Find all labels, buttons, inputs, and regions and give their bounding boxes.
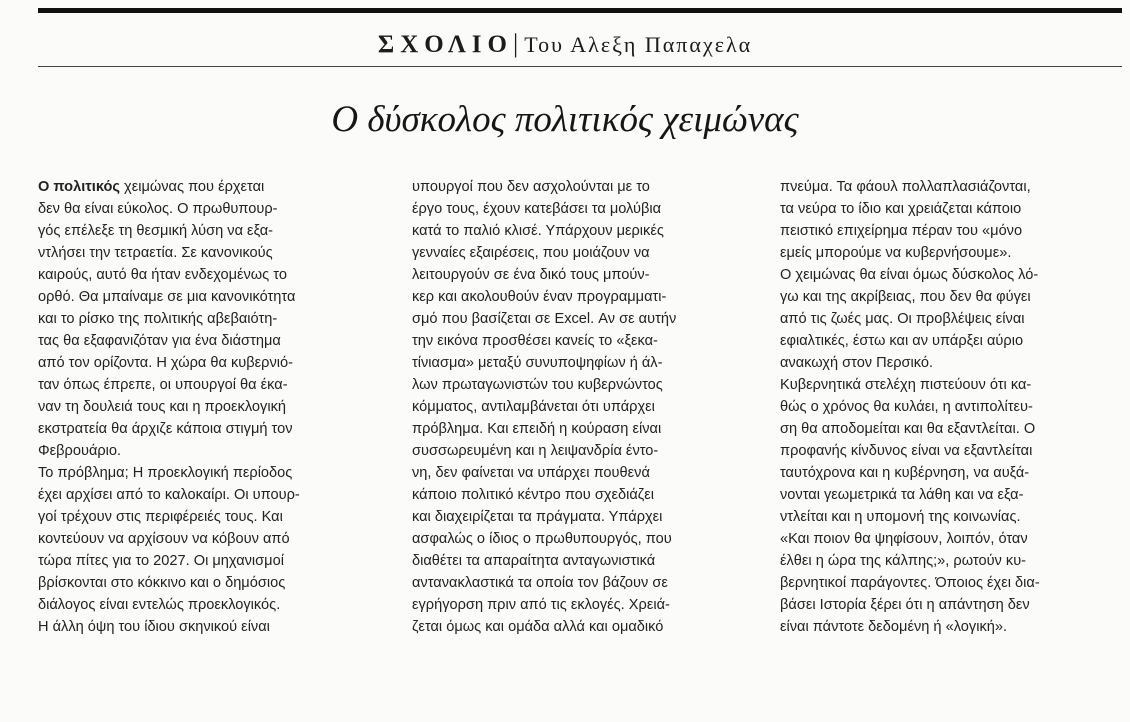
- text-line: λειτουργούν σε ένα δικό τους μπούν-: [412, 267, 650, 283]
- text-line: [38, 176, 393, 198]
- text-line: βερνητικοί παράγοντες. Όποιος έχει δια-: [780, 575, 1040, 591]
- text-line: λων πρωταγωνιστών του κυβερνώντος: [412, 377, 663, 393]
- text-line: εφιαλτικές, έστω και αν υπάρξει αύριο: [780, 333, 1024, 349]
- text-line: θώς ο χρόνος θα κυλάει, η αντιπολίτευ-: [780, 399, 1033, 415]
- author-byline: Του Αλεξη Παπαχελα: [524, 32, 753, 57]
- text-line: υπουργοί που δεν ασχολούνται με το: [412, 179, 650, 195]
- text-line: αντανακλαστικά τα οποία τον βάζουν σε: [412, 575, 668, 591]
- line-text: χειμώνας που έρχεται: [119, 179, 265, 195]
- text-line: ταυτόχρονα και η κυβέρνηση, να αυξά-: [780, 465, 1030, 481]
- text-line: βάσει Ιστορία ξέρει ότι η απάντηση δεν: [780, 597, 1030, 613]
- article-column-2: [412, 176, 767, 638]
- headline: Ο δύσκολος πολιτικός χειμώνας: [331, 99, 799, 140]
- top-rule: [38, 8, 1122, 13]
- text-line: ζεται όμως και ομάδα αλλά και ομαδικό: [412, 619, 664, 635]
- text-line: κοντεύουν να αρχίσουν να κόβουν από: [38, 531, 290, 547]
- text-line: και το ρίσκο της πολιτικής αβεβαιότη-: [38, 311, 278, 327]
- text-line: ση θα αποδομείται και θα εξαντλείται. Ο: [780, 421, 1036, 437]
- text-line: κερ και ακολουθούν έναν προγραμματι-: [412, 289, 667, 305]
- text-line: γοί τρέχουν στις περιφέρειές τους. Και: [38, 509, 283, 525]
- text-line: διαθέτει τα απαραίτητα ανταγωνιστικά: [412, 553, 656, 569]
- text-line: ασφαλώς ο ίδιος ο πρωθυπουργός, που: [412, 531, 672, 547]
- text-line: κάποιο πολιτικό κέντρο που σχεδιάζει: [412, 487, 654, 503]
- header-rule: [38, 66, 1122, 67]
- text-line: διάλογος είναι εντελώς προεκλογικός.: [38, 597, 281, 613]
- text-line: τα νεύρα το ίδιο και χρειάζεται κάποιο: [780, 201, 1022, 217]
- text-line: γω και της ακρίβειας, που δεν θα φύγει: [780, 289, 1031, 305]
- text-line: συσσωρευμένη και η λειψανδρία έντο-: [412, 443, 659, 459]
- text-line: πειστικό επιχείρημα πέραν του «μόνο: [780, 223, 1023, 239]
- text-line: πνεύμα. Τα φάουλ πολλαπλασιάζονται,: [780, 179, 1031, 195]
- article-column-1: [38, 176, 393, 638]
- article-column-3: [780, 176, 1125, 638]
- text-line: από τον ορίζοντα. Η χώρα θα κυβερνιό-: [38, 355, 293, 371]
- header-separator: |: [512, 29, 519, 58]
- text-line: την εικόνα προσθέσει κανείς το «ξεκα-: [412, 333, 658, 349]
- text-line: ανακωχή στον Περσικό.: [780, 355, 934, 371]
- text-line: ναν τη δουλειά τους και η προεκλογική: [38, 399, 286, 415]
- text-line: έργο τους, έχουν κατεβάσει τα μολύβια: [412, 201, 662, 217]
- text-line: τας θα εξαφανιζόταν για ένα διάστημα: [38, 333, 281, 349]
- text-line: έλθει η ώρα της κάλπης;», ρωτούν κυ-: [780, 553, 1027, 569]
- text-line: βρίσκονται στο κόκκινο και ο δημόσιος: [38, 575, 286, 591]
- text-line: από τις ζωές μας. Οι προβλέψεις είναι: [780, 311, 1025, 327]
- section-label: ΣΧΟΛΙΟ: [377, 31, 513, 58]
- text-line: κατά το παλιό κλισέ. Υπάρχουν μερικές: [412, 223, 664, 239]
- text-line: προφανής κίνδυνος είναι να εξαντλείται: [780, 443, 1033, 459]
- text-line: εμείς μπορούμε να κυβερνήσουμε».: [780, 245, 1012, 261]
- text-line: σμό που βασίζεται σε Excel. Αν σε αυτήν: [412, 311, 677, 327]
- text-line: Φεβρουάριο.: [38, 443, 122, 459]
- text-line: έχει αρχίσει από το καλοκαίρι. Οι υπουρ-: [38, 487, 300, 503]
- text-line: κόμματος, αντιλαμβάνεται ότι υπάρχει: [412, 399, 655, 415]
- text-line: εγρήγορση πριν από τις εκλογές. Χρειά-: [412, 597, 670, 613]
- section-header: [0, 26, 1130, 62]
- text-line: «Και ποιον θα ψηφίσουν, λοιπόν, όταν: [780, 531, 1028, 547]
- text-line: εκστρατεία θα άρχιζε κάποια στιγμή τον: [38, 421, 293, 437]
- text-line: Το πρόβλημα; Η προεκλογική περίοδος: [38, 465, 293, 481]
- text-line: νη, δεν φαίνεται να υπάρχει πουθενά: [412, 465, 650, 481]
- text-line: καιρούς, αυτό θα ήταν ενδεχομένως το: [38, 267, 287, 283]
- text-line: τίνιασμα» μεταξύ συνυποψηφίων ή άλ-: [412, 355, 663, 371]
- text-line: Η άλλη όψη του ίδιου σκηνικού είναι: [38, 619, 270, 635]
- text-line: ντλήσει την τετραετία. Σε κανονικούς: [38, 245, 273, 261]
- text-line: και διαχειρίζεται τα πράγματα. Υπάρχει: [412, 509, 663, 525]
- text-line: γός επέλεξε τη θεσμική λύση να εξα-: [38, 223, 274, 239]
- text-line: ντλείται και η υπομονή της κοινωνίας.: [780, 509, 1021, 525]
- text-line: ταν όπως έπρεπε, οι υπουργοί θα έκα-: [38, 377, 288, 393]
- lead-words: Ο πολιτικός: [38, 179, 120, 195]
- text-line: γενναίες εξαιρέσεις, που μοιάζουν να: [412, 245, 650, 261]
- text-line: Ο χειμώνας θα είναι όμως δύσκολος λό-: [780, 267, 1039, 283]
- text-line: Κυβερνητικά στελέχη πιστεύουν ότι κα-: [780, 377, 1032, 393]
- text-line: δεν θα είναι εύκολος. Ο πρωθυπουρ-: [38, 201, 278, 217]
- text-line: είναι πάντοτε δεδομένη ή «λογική».: [780, 619, 1008, 635]
- text-line: ορθό. Θα μπαίναμε σε μια κανονικότητα: [38, 289, 296, 305]
- text-line: πρόβλημα. Και επειδή η κούραση είναι: [412, 421, 662, 437]
- text-line: νονται γεωμετρικά τα λάθη και να εξα-: [780, 487, 1024, 503]
- text-line: τώρα πίτες για το 2027. Οι μηχανισμοί: [38, 553, 284, 569]
